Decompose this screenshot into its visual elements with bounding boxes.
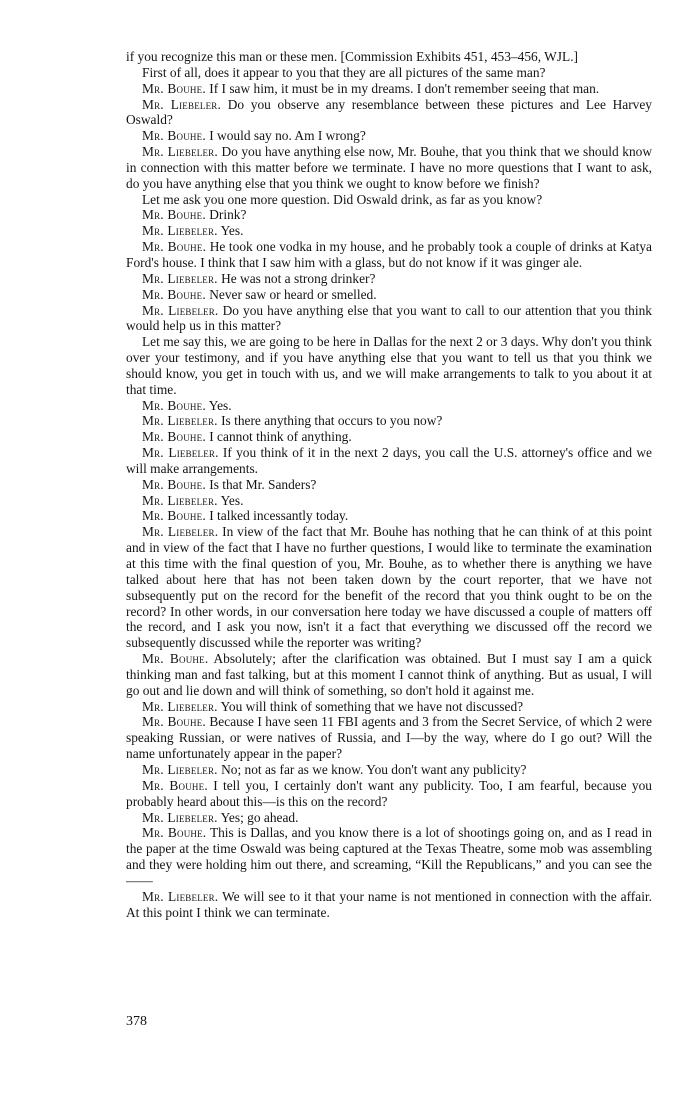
speaker-label: Mr. Bouhe. bbox=[142, 239, 207, 255]
speaker-label: Mr. Bouhe. bbox=[142, 777, 208, 793]
paragraph-text: Yes. bbox=[220, 492, 244, 508]
transcript-paragraph bbox=[126, 97, 652, 129]
paragraph-text: if you recognize this man or these men. [Commission Exhibits 451, 453–456, WJL.] bbox=[126, 49, 578, 64]
transcript-paragraph bbox=[126, 778, 652, 810]
paragraph-text: I cannot think of anything. bbox=[209, 429, 352, 445]
paragraph-text: Yes; go ahead. bbox=[220, 809, 299, 825]
speaker-label: Mr. Liebeler. bbox=[142, 144, 218, 160]
speaker-label: Mr. Liebeler. bbox=[142, 302, 219, 318]
paragraph-text: Yes. bbox=[220, 223, 244, 239]
speaker-label: Mr. Bouhe. bbox=[142, 476, 206, 492]
speaker-label: Mr. Bouhe. bbox=[142, 80, 206, 96]
speaker-label: Mr. Bouhe. bbox=[142, 128, 206, 144]
transcript-paragraph bbox=[126, 239, 652, 271]
transcript-paragraph bbox=[126, 192, 652, 208]
transcript-paragraph bbox=[126, 825, 652, 888]
speaker-label: Mr. Liebeler. bbox=[142, 270, 218, 286]
speaker-label: Mr. Liebeler. bbox=[142, 413, 218, 429]
paragraph-text: He was not a strong drinker? bbox=[221, 270, 376, 286]
speaker-label: Mr. Liebeler. bbox=[142, 888, 219, 904]
paragraph-text: Is that Mr. Sanders? bbox=[209, 476, 317, 492]
transcript-paragraph bbox=[126, 128, 652, 144]
transcript-paragraph bbox=[126, 287, 652, 303]
transcript-paragraph bbox=[126, 49, 652, 65]
paragraph-text: If you think of it in the next 2 days, you call the U.S. attorney's office and we will make arrangements. bbox=[126, 445, 652, 476]
transcript-paragraph bbox=[126, 714, 652, 762]
transcript-paragraph bbox=[126, 651, 652, 699]
speaker-label: Mr. Bouhe. bbox=[142, 286, 206, 302]
paragraph-text: If I saw him, it must be in my dreams. I don't remember seeing that man. bbox=[209, 80, 600, 96]
speaker-label: Mr. Liebeler. bbox=[142, 809, 218, 825]
transcript-paragraph bbox=[126, 524, 652, 651]
transcript-paragraph bbox=[126, 429, 652, 445]
speaker-label: Mr. Bouhe. bbox=[142, 397, 206, 413]
speaker-label: Mr. Bouhe. bbox=[142, 508, 206, 524]
transcript-paragraph bbox=[126, 413, 652, 429]
transcript-paragraph bbox=[126, 445, 652, 477]
speaker-label: Mr. Liebeler. bbox=[142, 96, 222, 112]
paragraph-text: Let me ask you one more question. Did Oswald drink, as far as you know? bbox=[142, 191, 543, 207]
speaker-label: Mr. Bouhe. bbox=[142, 207, 206, 223]
paragraph-text: We will see to it that your name is not mentioned in connection with the affair. At this point I think we can terminate. bbox=[126, 888, 652, 920]
paragraph-text: Drink? bbox=[209, 207, 247, 223]
paragraph-text: In view of the fact that Mr. Bouhe has nothing that he can think of at this point and in view of the fact that I have no further questions, I would like to terminate the examination at this time with the final question of you, Mr. Bouhe, as to whether there is anything we have talked about here that has not been taken down by the court reporter, that we have not subsequently put on the record for the benefit of the record that you think ought to be on the record? In other words, in our conversation here today we have discussed a couple of matters off the record, and I ask you now, isn't it a fact that everything we discussed off the record we subsequently discussed while the reporter was writing? bbox=[126, 524, 652, 651]
paragraph-text: Do you have anything else that you want to call to our attention that you think would help us in this matter? bbox=[126, 302, 652, 334]
transcript-paragraph bbox=[126, 144, 652, 192]
paragraph-text: No; not as far as we know. You don't want any publicity? bbox=[221, 761, 527, 777]
paragraph-text: This is Dallas, and you know there is a lot of shootings going on, and as I read in the paper at the time Oswald was being captured at the Texas Theatre, some mob was assembling and they were holding him out there, and screaming, “Kill the Republicans,” and you can see the—— bbox=[126, 825, 653, 888]
transcript-paragraph bbox=[126, 477, 652, 493]
speaker-label: Mr. Liebeler. bbox=[142, 223, 218, 239]
transcript-paragraph bbox=[126, 508, 652, 524]
transcript-paragraph bbox=[126, 223, 652, 239]
paragraph-text: Absolutely; after the clarification was obtained. But I must say I am a quick thinking man and fast talking, but at this moment I cannot think of anything. But as usual, I will go out and lie down and will think of something, so don't hold it against me. bbox=[126, 651, 652, 698]
transcript-paragraph bbox=[126, 889, 652, 921]
speaker-label: Mr. Liebeler. bbox=[142, 445, 219, 461]
transcript-paragraph bbox=[126, 493, 652, 509]
paragraph-text: He took one vodka in my house, and he probably took a couple of drinks at Katya Ford's house. I think that I saw him with a glass, but do not know if it was ginger ale. bbox=[126, 239, 652, 270]
paragraph-text: I would say no. Am I wrong? bbox=[209, 128, 366, 144]
transcript-paragraph bbox=[126, 81, 652, 97]
speaker-label: Mr. Bouhe. bbox=[142, 651, 209, 667]
transcript-paragraph bbox=[126, 303, 652, 335]
speaker-label: Mr. Liebeler. bbox=[142, 524, 219, 540]
paragraph-text: You will think of something that we have not discussed? bbox=[220, 698, 524, 714]
speaker-label: Mr. Bouhe. bbox=[142, 825, 207, 841]
paragraph-text: Because I have seen 11 FBI agents and 3 from the Secret Service, of which 2 were speaking Russian, or were natives of Russia, and I—by the way, where do I go out? Will the name unfortunately appear in the paper? bbox=[126, 714, 652, 762]
paragraph-text: Never saw or heard or smelled. bbox=[209, 286, 377, 302]
paragraph-text: Let me say this, we are going to be here in Dallas for the next 2 or 3 days. Why don't you think over your testimony, and if you have anything else that you want to tell us that you think we should know, you get in touch with us, and we will make arrangements to talk to you about it at that time. bbox=[126, 334, 652, 397]
page-number: 378 bbox=[126, 1014, 147, 1029]
transcript-paragraph bbox=[126, 207, 652, 223]
speaker-label: Mr. Liebeler. bbox=[142, 698, 218, 714]
transcript-paragraph bbox=[126, 699, 652, 715]
transcript-paragraph bbox=[126, 762, 652, 778]
speaker-label: Mr. Bouhe. bbox=[142, 429, 206, 445]
paragraph-text: First of all, does it appear to you that they are all pictures of the same man? bbox=[142, 64, 546, 80]
transcript-paragraph bbox=[126, 810, 652, 826]
paragraph-text: Yes. bbox=[208, 397, 232, 413]
paragraph-text: I tell you, I certainly don't want any publicity. Too, I am fearful, because you probably heard about this—is this on the record? bbox=[126, 777, 652, 809]
transcript-paragraph bbox=[126, 65, 652, 81]
speaker-label: Mr. Liebeler. bbox=[142, 492, 218, 508]
paragraph-text: Do you have anything else now, Mr. Bouhe, that you think that we should know in connection with this matter before we terminate. I have no more questions that I want to ask, do you have anything else that you think we ought to know before we finish? bbox=[126, 144, 653, 191]
paragraph-text: Do you observe any resemblance between these pictures and Lee Harvey Oswald? bbox=[126, 96, 652, 128]
transcript-paragraph bbox=[126, 398, 652, 414]
transcript-paragraph bbox=[126, 334, 652, 397]
paragraph-text: I talked incessantly today. bbox=[209, 508, 349, 524]
speaker-label: Mr. Bouhe. bbox=[142, 714, 206, 730]
transcript-paragraph bbox=[126, 271, 652, 287]
speaker-label: Mr. Liebeler. bbox=[142, 761, 218, 777]
paragraph-text: Is there anything that occurs to you now? bbox=[221, 413, 443, 429]
transcript-page bbox=[126, 49, 652, 920]
